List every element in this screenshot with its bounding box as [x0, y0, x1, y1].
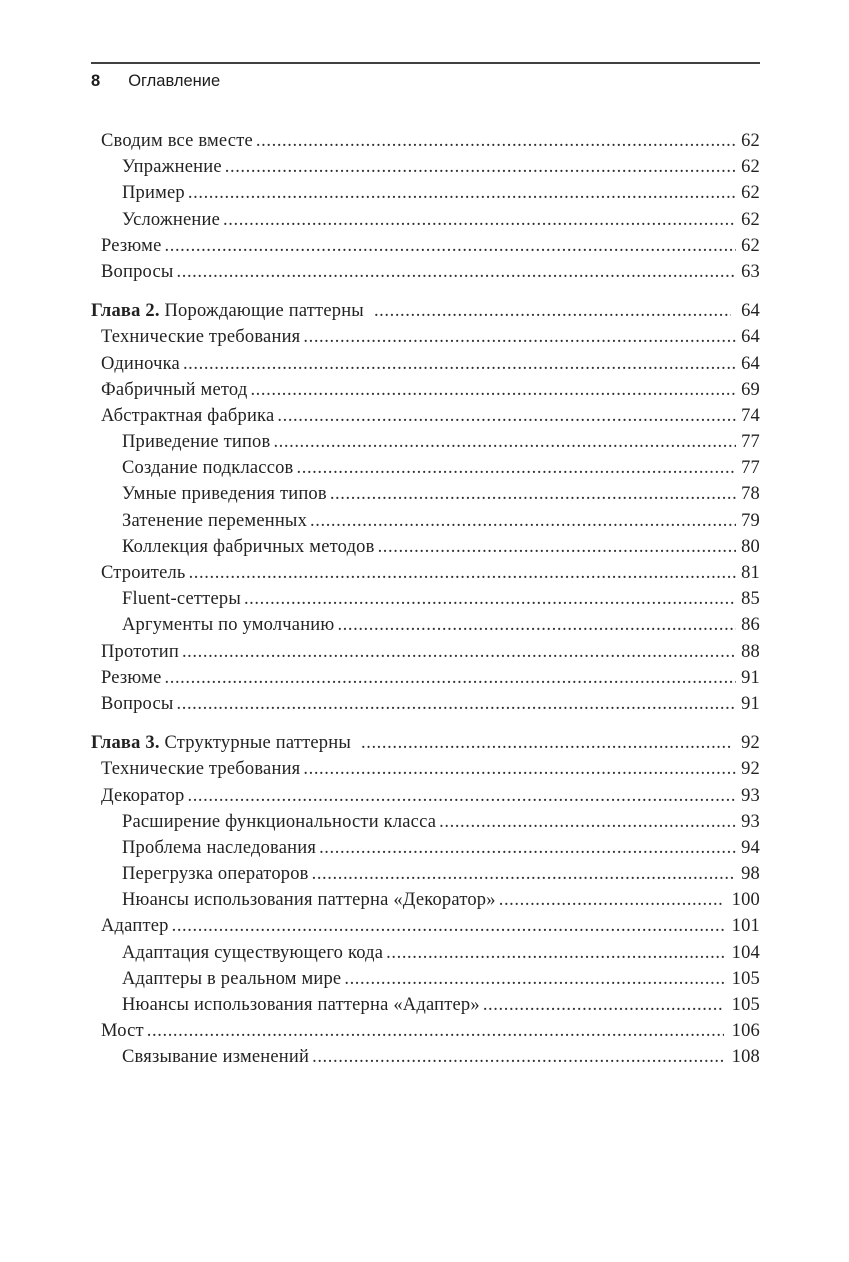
toc-entry-label: Адаптеры в реальном мире — [122, 968, 342, 989]
toc-entry-label: Глава 2. Порождающие паттерны — [91, 301, 364, 322]
toc-entry-row — [91, 756, 760, 782]
toc-entry-page: 69 — [741, 379, 760, 400]
dot-leader — [386, 940, 723, 966]
toc-entry-label: Декоратор — [101, 785, 185, 806]
dot-leader — [344, 966, 723, 992]
dot-leader — [187, 783, 736, 809]
dot-leader — [147, 1018, 724, 1044]
toc-entry-page: 98 — [741, 864, 760, 885]
page-header — [91, 72, 760, 91]
dot-leader — [312, 1044, 724, 1070]
toc-entry-label: Нюансы использования паттерна «Декоратор» — [122, 890, 496, 911]
toc-entry-page: 86 — [741, 615, 760, 636]
toc-entry-row — [91, 809, 760, 835]
toc-entry-page: 91 — [741, 667, 760, 688]
toc-entry-row — [91, 639, 760, 665]
toc-entry-label: Усложнение — [122, 209, 221, 230]
dot-leader — [172, 913, 724, 939]
dot-leader — [165, 665, 737, 691]
toc-entry-page: 108 — [731, 1047, 760, 1068]
toc-entry-page: 85 — [741, 589, 760, 610]
toc-entry-label: Связывание изменений — [122, 1047, 310, 1068]
toc-entry-page: 101 — [731, 916, 760, 937]
toc-entry-row — [91, 966, 760, 992]
dot-leader — [165, 233, 737, 259]
toc-entry-row — [91, 403, 760, 429]
toc-entry-row — [91, 377, 760, 403]
toc-entry-page: 74 — [741, 405, 760, 426]
toc-entry-row — [91, 691, 760, 717]
page-number: 8 — [91, 72, 101, 90]
dot-leader — [330, 481, 736, 507]
dot-leader — [374, 298, 731, 324]
toc-entry-label: Резюме — [101, 667, 162, 688]
dot-leader — [312, 861, 736, 887]
dot-leader — [225, 154, 736, 180]
toc-entry-row — [91, 429, 760, 455]
toc-entry-label: Адаптер — [101, 916, 169, 937]
dot-leader — [244, 586, 736, 612]
dot-leader — [273, 429, 736, 455]
toc-entry-page: 62 — [741, 131, 760, 151]
toc-entry-page: 79 — [741, 510, 760, 531]
toc-entry-row — [91, 913, 760, 939]
toc-entry-label: Пример — [122, 183, 185, 204]
toc-entry-label: Fluent-сеттеры — [122, 589, 241, 610]
toc-chapter-row — [91, 298, 760, 324]
toc-entry-label: Затенение переменных — [122, 510, 308, 531]
toc-entry-row — [91, 861, 760, 887]
dot-leader — [177, 259, 737, 285]
toc-entry-row — [91, 154, 760, 180]
toc-page — [0, 62, 849, 1262]
toc-entry-row — [91, 207, 760, 233]
toc-entry-row — [91, 180, 760, 206]
toc-entry-row — [91, 259, 760, 285]
toc-entry-label: Технические требования — [101, 327, 301, 348]
toc-entry-label: Расширение функциональности класса — [122, 811, 437, 832]
dot-leader — [319, 835, 736, 861]
dot-leader — [303, 756, 736, 782]
toc-chapter-prefix: Глава 3. — [91, 733, 160, 754]
toc-entry-page: 64 — [741, 301, 760, 322]
toc-entry-label: Проблема наследования — [122, 837, 317, 858]
toc-entry-row — [91, 560, 760, 586]
toc-entry-page: 106 — [731, 1021, 760, 1042]
dot-leader — [256, 128, 736, 154]
toc-entry-page: 63 — [741, 261, 760, 282]
toc-entry-page: 64 — [741, 327, 760, 348]
toc-entry-label: Вопросы — [101, 693, 174, 714]
toc-entry-page: 105 — [731, 995, 760, 1015]
toc-entry-label: Коллекция фабричных методов — [122, 536, 375, 557]
toc-entry-label: Строитель — [101, 563, 186, 583]
toc-entry-label: Нюансы использования паттерна «Адаптер» — [122, 995, 480, 1015]
toc-entry-page: 80 — [741, 536, 760, 557]
toc-entry-row — [91, 1018, 760, 1044]
toc-entry-page: 91 — [741, 693, 760, 714]
toc-entry-page: 62 — [741, 235, 760, 256]
toc-entry-label: Сводим все вместе — [101, 131, 253, 151]
toc-entry-row — [91, 351, 760, 377]
toc-entry-row — [91, 586, 760, 612]
dot-leader — [250, 377, 736, 403]
toc-entry-row — [91, 1044, 760, 1070]
toc-entry-row — [91, 665, 760, 691]
toc-entry-label: Технические требования — [101, 759, 301, 780]
toc-entry-label: Фабричный метод — [101, 379, 248, 400]
dot-leader — [223, 207, 736, 233]
toc-entry-label: Умные приведения типов — [122, 484, 327, 505]
toc-chapter-row — [91, 730, 760, 756]
dot-leader — [182, 639, 736, 665]
dot-leader — [177, 691, 737, 717]
toc-entry-label: Перегрузка операторов — [122, 864, 309, 885]
toc-entry-label: Мост — [101, 1021, 144, 1042]
dot-leader — [439, 809, 736, 835]
dot-leader — [361, 730, 731, 756]
toc-entry-label: Резюме — [101, 235, 162, 256]
toc-entry-page: 100 — [731, 890, 760, 911]
toc-entry-page: 92 — [741, 733, 760, 754]
dot-leader — [297, 455, 737, 481]
toc-entry-row — [91, 940, 760, 966]
toc-entry-page: 88 — [741, 641, 760, 662]
toc-entry-row — [91, 455, 760, 481]
dot-leader — [277, 403, 736, 429]
dot-leader — [183, 351, 736, 377]
toc-entry-page: 104 — [731, 942, 760, 963]
toc-entry-label: Прототип — [101, 641, 179, 662]
dot-leader — [303, 324, 736, 350]
toc-entry-label: Приведение типов — [122, 432, 271, 453]
toc-entry-page: 78 — [741, 484, 760, 505]
toc-entry-label: Создание подклассов — [122, 458, 294, 479]
toc-entry-row — [91, 324, 760, 350]
toc-entry-page: 81 — [741, 563, 760, 583]
toc-entry-label: Аргументы по умолчанию — [122, 615, 335, 636]
toc-entry-page: 93 — [741, 811, 760, 832]
dot-leader — [499, 887, 724, 913]
dot-leader — [337, 612, 736, 638]
toc-entry-row — [91, 835, 760, 861]
toc-entry-row — [91, 612, 760, 638]
toc-entry-row — [91, 481, 760, 507]
toc-entry-label: Вопросы — [101, 261, 174, 282]
toc-entry-label: Одиночка — [101, 353, 180, 374]
dot-leader — [378, 534, 737, 560]
toc-entry-row — [91, 233, 760, 259]
toc-entry-page: 92 — [741, 759, 760, 780]
toc-entry-row — [91, 508, 760, 534]
toc-entry-row — [91, 992, 760, 1018]
toc-entry-row — [91, 783, 760, 809]
toc-entry-row — [91, 534, 760, 560]
dot-leader — [483, 992, 724, 1018]
toc-entry-label: Абстрактная фабрика — [101, 405, 275, 426]
dot-leader — [310, 508, 736, 534]
toc-list — [91, 128, 760, 1071]
toc-entry-page: 105 — [731, 968, 760, 989]
toc-entry-page: 62 — [741, 157, 760, 178]
toc-entry-page: 93 — [741, 785, 760, 806]
toc-entry-row — [91, 128, 760, 154]
toc-entry-label: Упражнение — [122, 157, 222, 178]
toc-entry-row — [91, 887, 760, 913]
header-rule — [91, 62, 760, 64]
page-header-title: Оглавление — [128, 72, 221, 90]
toc-entry-label: Адаптация существующего кода — [122, 942, 384, 963]
toc-entry-page: 62 — [741, 209, 760, 230]
dot-leader — [188, 180, 736, 206]
toc-entry-page: 77 — [741, 432, 760, 453]
toc-entry-page: 77 — [741, 458, 760, 479]
toc-entry-page: 94 — [741, 837, 760, 858]
dot-leader — [189, 560, 737, 586]
toc-chapter-prefix: Глава 2. — [91, 301, 160, 322]
toc-entry-label: Глава 3. Структурные паттерны — [91, 733, 351, 754]
toc-entry-page: 62 — [741, 183, 760, 204]
toc-entry-page: 64 — [741, 353, 760, 374]
